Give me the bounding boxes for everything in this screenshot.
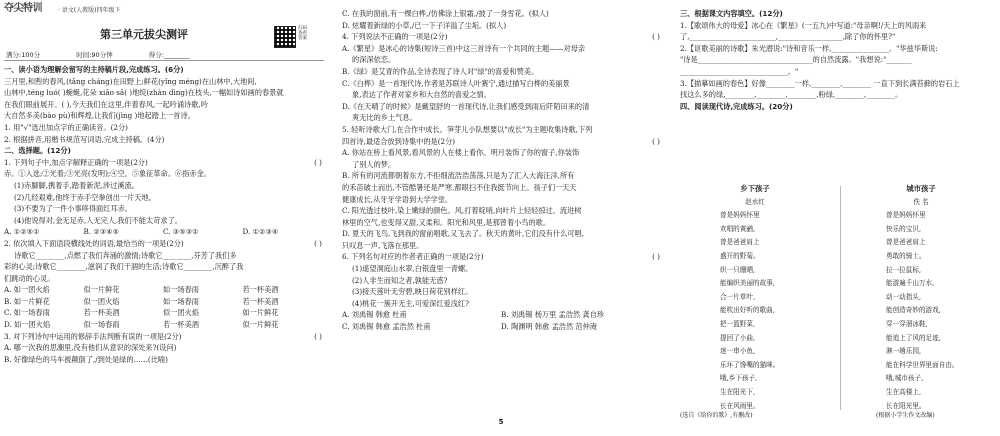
line-text: (2)人非生而知之者,孰能无惑? — [352, 275, 448, 285]
line-text: 象,表达了作者对家乡和大自然的喜爱之情。 — [352, 90, 491, 100]
question-line — [342, 240, 660, 252]
question-line — [4, 192, 322, 204]
answer-options — [4, 226, 322, 238]
question-line — [342, 112, 660, 124]
line-text: B. 所有的河流都朝着东方,不拒细流浩浩荡荡,只是为了汇入大海汪洋,所有 — [342, 171, 575, 181]
question-line — [680, 66, 996, 78]
poem-rural-child — [680, 182, 830, 413]
line-text: 们跳动的心灵。 — [4, 273, 55, 283]
page-number: 5 — [498, 418, 504, 426]
answer-blank[interactable]: ( ) — [314, 238, 322, 248]
answer-option[interactable]: D. ①②③④ — [242, 227, 279, 237]
line-text: (4)桃花一簇开无主,可爱深红爱浅红? — [352, 298, 469, 308]
question-line — [342, 136, 660, 148]
poem-source-right: (根据小学生作文改编) — [876, 412, 935, 419]
poem-line: 哦,乡下孩子, — [720, 374, 758, 383]
question-line — [342, 228, 660, 240]
answer-option[interactable]: 似一片鲜花 — [83, 285, 120, 295]
question-line — [342, 182, 660, 194]
qr-label: 扫码查看答案 — [298, 26, 307, 41]
line-text: (3)不要为了一件小事哆得面红耳赤。 — [14, 204, 132, 214]
line-text: 3. 对下列诗句中运用的修辞手法判断有误的一项是(2分) — [4, 331, 182, 341]
poem-line: 曾是爸爸肩上 — [886, 238, 926, 247]
line-text: (3)接天莲叶无穷碧,映日荷花别样红。 — [352, 287, 473, 297]
time-limit: 时间:90分钟 — [76, 51, 113, 59]
answer-blank[interactable]: ( ) — [314, 331, 322, 341]
poem-title: 乡下孩子 — [740, 184, 770, 193]
answer-option[interactable]: 如一片鲜花 — [242, 308, 279, 318]
poem-line: 能在科学世界里面自由。 — [886, 360, 959, 369]
line-text: 大自然多美(bào pù)和辉煌,让我们(jìng )地起踏上一首诗。 — [4, 111, 195, 121]
questions-part1 — [4, 64, 322, 365]
line-text: 4. 下列说法不正确的一项是(2分) — [342, 32, 448, 42]
line-text: (1)赤脚脚,携着手,踏着新泥,涉过溪流。 — [14, 180, 139, 190]
answer-option[interactable]: 似一团火焰 — [83, 296, 120, 306]
answer-option[interactable]: C. 如一场春雨 — [4, 308, 50, 318]
poem-line: 乐坏了馋嘴的猫咪。 — [720, 360, 780, 369]
poem-line: 穿一穿溜冰鞋, — [886, 319, 928, 328]
poem-line: 能编织美丽的故事, — [720, 279, 775, 288]
answer-option[interactable]: 若一杯美酒 — [163, 320, 199, 330]
poem-author: 佚 名 — [913, 197, 929, 206]
poem-line: 欢唱的黄鹂, — [720, 224, 756, 233]
section-heading — [4, 145, 322, 157]
line-text: B.《绿》是艾青的作品,全诗表现了诗人对"绿"的喜爱和赞美。 — [342, 66, 539, 76]
question-line — [4, 250, 322, 262]
section-heading — [680, 101, 996, 113]
poem-line: 曾是爸爸肩上 — [720, 238, 760, 247]
poem-line: 生在高楼上, — [886, 387, 922, 396]
question-line — [680, 31, 996, 43]
line-text: D. 夏天的飞鸟,飞到我的窗前唱歌,又飞去了。秋天的黄叶,它们没有什么可唱, — [342, 229, 585, 239]
answer-option[interactable]: B. ②③④⑤ — [83, 227, 120, 237]
line-text: 的深深依恋。 — [352, 55, 396, 65]
poem-line: 能创造奇妙的游戏, — [886, 306, 941, 315]
question-line — [680, 54, 996, 66]
section-heading — [680, 8, 996, 20]
question-line — [342, 66, 660, 78]
question-line — [680, 20, 996, 32]
line-text: 5. 轻听诗歌大门,在合作中成长。笋芽儿小队想要以"成长"为主题收集诗歌,下列 — [342, 124, 593, 134]
question-line — [4, 215, 322, 227]
qr-code-icon[interactable] — [274, 26, 296, 48]
poem-line: 织一只绷晒, — [720, 265, 756, 274]
poem-line: 生在阳光下, — [720, 387, 756, 396]
question-line — [4, 87, 322, 99]
answer-options — [4, 319, 322, 331]
poem-line: 快乐的宝贝, — [886, 224, 922, 233]
question-line — [4, 261, 322, 273]
brand-logo: 夺尖特训 — [4, 3, 42, 14]
question-line — [342, 275, 660, 287]
question-line — [342, 20, 660, 32]
poem-line: 迷一串小鱼, — [720, 347, 756, 356]
line-text: A. 哪一次我的思潮里,没有他们从意识的深处来?(设问) — [4, 343, 177, 353]
poem-lines — [680, 209, 830, 413]
question-line — [342, 124, 660, 136]
line-text: C. 阳光透过枝叶,染上嫩绿的颜色。风,打着啶哨,向叶片上轻轻掠过。流进树 — [342, 206, 582, 216]
line-text: 四、阅读现代诗,完成练习。(20分) — [680, 101, 793, 111]
divider — [4, 60, 324, 61]
question-line — [4, 354, 322, 366]
question-line — [342, 54, 660, 66]
line-text: 一、读小语为理解会留写的主持稿片段,完成练习。(6分) — [4, 65, 184, 74]
line-text: 1. 用"√"选出加点字的正确读音。(2分) — [4, 122, 128, 132]
line-text: 三、根据课文内容填空。(12分) — [680, 9, 783, 18]
total-score: 满分:100分 — [6, 51, 41, 59]
poem-line: 能追上了风的足迹, — [886, 333, 941, 342]
question-line — [4, 76, 322, 88]
question-line — [342, 263, 660, 275]
line-text: C. 在我的窗前,有一棵白桦,/仿佛涂上银霜,/披了一身雪花。(拟人) — [342, 9, 549, 18]
poem-line: 长在阳光里。 — [886, 401, 926, 410]
answer-option[interactable]: A. 刘禹锡 韩愈 杜甫 — [342, 310, 407, 320]
poem-source-left: (选自《给你的歌》,有删改) — [680, 412, 753, 419]
answer-blank[interactable]: ( ) — [314, 157, 322, 167]
line-text: (4)他说得对,金无足赤,人无完人,我们不能太苛求了。 — [14, 215, 182, 225]
page-title: 第三单元拔尖测评 — [100, 28, 188, 41]
line-text: 爽无比的乡土气息。 — [352, 113, 417, 123]
line-text: A. 你站在桥上看风景,看风景的人在楼上看你。明月装饰了你的窗子,你装饰 — [342, 148, 580, 158]
line-text: B. 好像绿色的马车被颠倒了,/到处是绿的……(比喻) — [4, 354, 168, 364]
answer-option[interactable]: 若一杯美酒 — [242, 296, 279, 306]
answer-options — [342, 321, 660, 333]
line-text: 6. 下列名句对应的作者者正确的一项是(2分) — [342, 252, 484, 262]
poem-author: 赵水红 — [745, 197, 765, 206]
question-line — [680, 78, 996, 90]
line-text: 3.【描摹如画的春色】好像________一样,________,________ 一直下到长满苔藓的岩石上 — [680, 78, 960, 88]
line-text: 二、选择题。(12分) — [4, 146, 71, 156]
answer-option[interactable]: 若一杯美酒 — [242, 285, 279, 295]
poem-title: 城市孩子 — [906, 184, 936, 193]
question-line — [342, 147, 660, 159]
answer-options — [4, 284, 322, 296]
line-text: 2. 根据拼音,用楷书规范写词语,完成主持稿。(4分) — [4, 134, 165, 144]
line-text: 健康成长,从牙牙学语到大学学堂。 — [342, 194, 453, 204]
question-line — [4, 331, 322, 343]
poem-line: 能游遍千山万水, — [886, 279, 935, 288]
question-line — [4, 180, 322, 192]
poem-lines — [846, 209, 996, 413]
answer-option[interactable]: 似一场春雨 — [83, 320, 120, 330]
question-line — [4, 342, 322, 354]
poem-line: 动一动指头, — [886, 292, 922, 301]
line-text: 2.【讴歌美丽的诗歌】朱光潜说:"诗和音乐一样,________________。"华兹华斯说: — [680, 43, 938, 53]
question-line — [680, 43, 996, 55]
question-line — [4, 238, 322, 250]
answer-blank[interactable]: ( ) — [652, 32, 660, 42]
question-line — [342, 43, 660, 55]
poem-line: 把一篮野菜, — [720, 319, 756, 328]
line-text: 在我们眼前展开。( ),今天我们在这里,伴着春风,一起吟诵诗歌,吟 — [4, 99, 208, 109]
poem-line: 合一片草叶, — [720, 292, 756, 301]
column-middle — [338, 0, 664, 436]
question-line — [4, 157, 322, 169]
question-line — [4, 273, 322, 285]
answer-blank[interactable]: ( ) — [652, 136, 660, 146]
line-text: 彩的心灵;诗歌它________,滋润了我们干涸的生活;诗歌它________,沉醉了我 — [4, 262, 244, 272]
questions-part3 — [680, 8, 996, 112]
poem-line: 拉一拉鼠标, — [886, 265, 922, 274]
line-text: A.《繁星》是冰心的诗集(短诗三首)中这三首诗有一个共同的主题——对母亲 — [342, 43, 586, 53]
poem-line: 勇敢的骑士。 — [886, 251, 926, 260]
poem-line: 长在风雨里。 — [720, 401, 760, 410]
question-line — [342, 8, 660, 20]
book-subtitle: · 语文(人教版)四年级下 — [58, 7, 121, 14]
answer-option[interactable]: C. ③⑤③① — [163, 227, 199, 237]
line-text: 2. 依次填入下面语段横线处的词语,最恰当的一项是(2分) — [4, 238, 184, 248]
answer-option[interactable]: C. 刘禹锡 韩愈 孟浩然 杜甫 — [342, 322, 431, 332]
question-line — [342, 251, 660, 263]
question-line — [342, 205, 660, 217]
question-line — [342, 217, 660, 229]
line-text: 赤。①入选;②光着;③光亮(发明);④空。⑤象征革命。⑥指赤金。 — [4, 169, 211, 179]
line-text: 诗歌它________,点燃了我们奔涌的激情;诗歌它________,芬芳了我们多 — [14, 250, 237, 260]
answer-option[interactable]: 似一片鲜花 — [242, 320, 279, 330]
line-text: "诗是________________________________的自然流露。"我想说:"_______ — [680, 55, 912, 65]
answer-option[interactable]: D. 陶渊明 韩愈 孟浩然 范仲淹 — [501, 322, 597, 332]
answer-option[interactable]: 如一场春雨 — [163, 296, 199, 306]
answer-option[interactable]: 如一场春雨 — [163, 285, 199, 295]
question-line — [4, 203, 322, 215]
answer-option[interactable]: 似一团火焰 — [163, 308, 199, 318]
answer-options — [342, 309, 660, 321]
answer-options — [4, 296, 322, 308]
line-text: 林里的空气,也变得又甜,又柔和。阳光和风里,是那曾着小鸟的歌。 — [342, 217, 551, 227]
poem-line: 淋一趟乐园, — [886, 347, 922, 356]
question-line — [342, 31, 660, 43]
poem-line: 哦,城市孩子, — [886, 374, 924, 383]
score-field[interactable]: 得分:________ — [148, 51, 190, 59]
question-line — [342, 78, 660, 90]
answer-options — [4, 307, 322, 319]
question-line — [342, 89, 660, 101]
poem-city-child — [846, 182, 996, 413]
question-line — [342, 159, 660, 171]
line-text: 四首诗,最适合放到诗集中的是(2分) — [342, 136, 456, 146]
poem-line: 提回了小曲, — [720, 333, 756, 342]
line-text: 只叹息一声,飞落在那里。 — [342, 240, 424, 250]
poem-comparison — [680, 182, 996, 426]
question-line — [342, 286, 660, 298]
question-line — [342, 101, 660, 113]
line-text: D.《在天晴了的时候》是戴望舒的一首现代诗,让我们感受到雨后阡陌田来的清 — [342, 101, 590, 111]
question-line — [342, 170, 660, 182]
line-text: 山林中,téng luó( )蜿蜒,花朵 xiāo sǎ( )地绽(zhàn dìng)在枝头,一幅如诗如画的春景就 — [4, 88, 284, 98]
poem-line: 能吹出好听的歌曲, — [720, 306, 775, 315]
question-line — [4, 134, 322, 146]
line-text: 三月里,和煦的春风,(tǎng cháng)在田野上;鲜花(yǐng méng)在山林中,大地间, — [4, 76, 257, 86]
poem-line: 盛开的野菊。 — [720, 251, 760, 260]
answer-option[interactable]: D. 如一团火焰 — [4, 320, 51, 330]
answer-option[interactable]: A. ①②⑤① — [4, 227, 40, 237]
answer-option[interactable]: B. 如一片鲜花 — [4, 296, 50, 306]
question-line — [4, 122, 322, 134]
poem-line: 曾是妈妈怀里 — [886, 211, 926, 220]
line-text: 了,________________________,__________________,除了你的怀里?" — [680, 32, 896, 42]
line-text: 1. 下列句子中,加点字解释正确的一项是(2分) — [4, 157, 148, 167]
question-line — [4, 99, 322, 111]
line-text: (1)遥望洞庭山水翠,白银盘里一青螺。 — [352, 264, 473, 274]
question-line — [680, 89, 996, 101]
line-text: C.《白桦》是一首现代诗,作者是苏联诗人叶赛宁,通过描写白桦的美丽景 — [342, 78, 570, 88]
answer-blank[interactable]: ( ) — [652, 252, 660, 262]
poem-divider — [840, 186, 841, 410]
answer-option[interactable]: A. 如一团火焰 — [4, 285, 50, 295]
line-text: D. 炫耀着新绿的小草,/已一下子洋溢了尘垢。(拟人) — [342, 20, 507, 30]
section-heading — [4, 64, 322, 76]
line-text: (2)几经艰难,他终于赤手空拳创出一片天地。 — [14, 192, 156, 202]
answer-option[interactable]: 若一杯美酒 — [83, 308, 120, 318]
line-text: 了别人的梦。 — [352, 159, 396, 169]
question-line — [342, 298, 660, 310]
poem-line: 曾是妈妈怀里 — [720, 211, 760, 220]
questions-part2 — [342, 8, 660, 333]
column-left — [0, 0, 326, 436]
line-text: 找这么多的绿,________,________,________,粉绿,________,________。 — [680, 90, 903, 100]
answer-option[interactable]: B. 刘禹锡 杨万里 孟浩然 龚自珍 — [501, 310, 604, 320]
column-right — [676, 0, 1000, 436]
question-line — [4, 168, 322, 180]
line-text: 1.【歌颂伟大的母爱】冰心在《繁星》(一五九)中写道:"母亲啊!/天上的风雨来 — [680, 20, 927, 30]
question-line — [342, 194, 660, 206]
line-text: 的禾苗破土而出,不管酷暑还是严寒,都眼扫不住我挺节向上。孩子们一天天 — [342, 182, 577, 192]
line-text: ______________________________。" — [680, 66, 799, 76]
question-line — [4, 110, 322, 122]
